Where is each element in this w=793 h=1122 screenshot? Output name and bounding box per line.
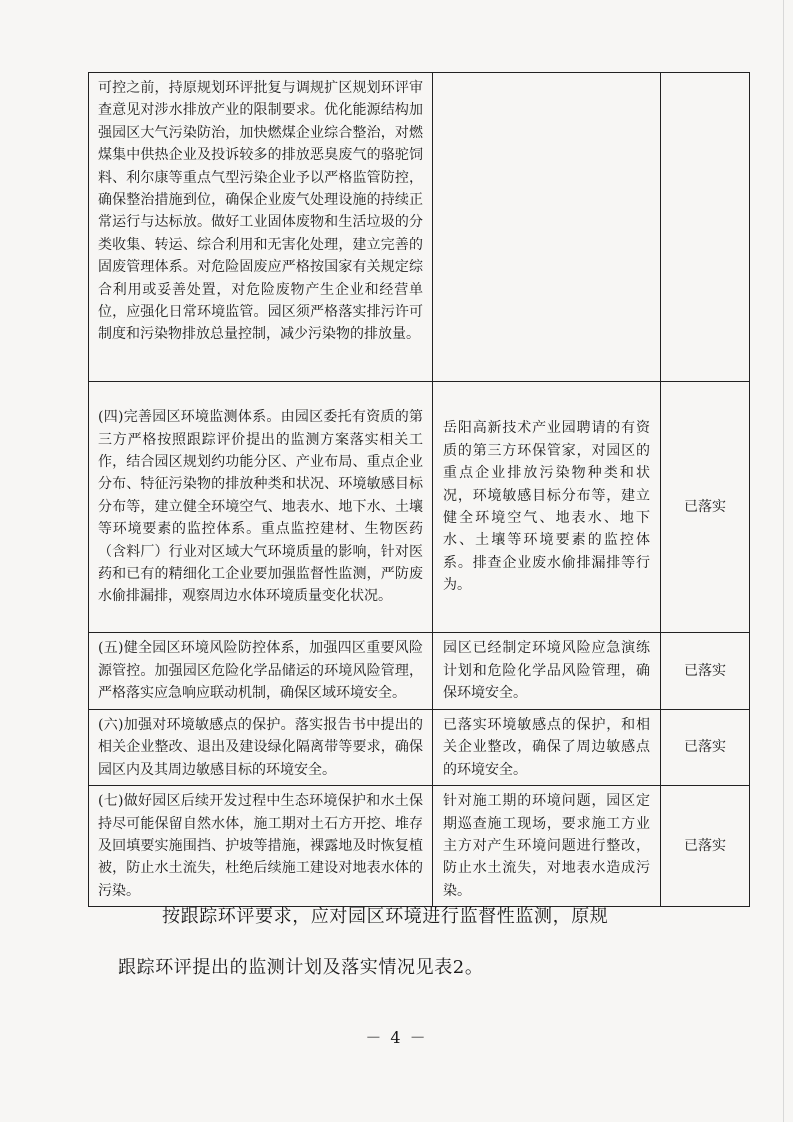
implementation-cell: 园区已经制定环境风险应急演练计划和危险化学品风险管理，确保环境安全。 (433, 633, 661, 710)
implementation-cell: 已落实环境敏感点的保护，和相关企业整改，确保了周边敏感点的环境安全。 (433, 710, 661, 786)
body-paragraph-line-2: 跟踪环评提出的监测计划及落实情况见表2。 (118, 957, 484, 978)
status-cell: 已落实 (661, 633, 750, 710)
requirement-cell: (五)健全园区环境风险防控体系，加强四区重要风险源管控。加强园区危险化学品储运的环境风险管理，严格落实应急响应联动机制，确保区域环境安全。 (89, 633, 433, 710)
requirement-cell: (六)加强对环境敏感点的保护。落实报告书中提出的相关企业整改、退出及建设绿化隔离带等要求，确保园区内及其周边敏感目标的环境安全。 (89, 710, 433, 786)
status-cell: 已落实 (661, 710, 750, 786)
implementation-cell: 岳阳高新技术产业园聘请的有资质的第三方环保管家，对园区的重点企业排放污染物种类和状况，环境敏感目标分布等，建立健全环境空气、地表水、地下水、土壤等环境要素的监控体系。排查企业废水偷排漏排等行为。 (433, 382, 661, 633)
implementation-cell: 针对施工期的环境问题，园区定期巡查施工现场，要求施工方业主方对产生环境问题进行整改，防止水土流失，对地表水造成污染。 (433, 786, 661, 907)
status-cell (661, 73, 750, 382)
status-cell: 已落实 (661, 382, 750, 633)
table-row (89, 382, 750, 633)
requirement-cell: (四)完善园区环境监测体系。由园区委托有资质的第三方严格按照跟踪评价提出的监测方案落实相关工作，结合园区规划约功能分区、产业布局、重点企业分布、特征污染物的排放种类和状况、环境敏感目标分布等，建立健全环境空气、地表水、地下水、土壤等环境要素的监控体系。重点监控建材、生物医药（含料厂）行业对区域大气环境质量的影响，针对医药和已有的精细化工企业要加强监督性监测，严防废水偷排漏排，观察周边水体环境质量变化状况。 (89, 382, 433, 633)
table-row (89, 786, 750, 907)
status-cell: 已落实 (661, 786, 750, 907)
requirements-table (88, 72, 750, 907)
requirement-cell: (七)做好园区后续开发过程中生态环境保护和水土保持尽可能保留自然水体，施工期对土石方开挖、堆存及回填要实施围挡、护坡等措施，裸露地及时恢复植被，防止水土流失，杜绝后续施工建设对地表水体的污染。 (89, 786, 433, 907)
table-row (89, 633, 750, 710)
table-row (89, 710, 750, 786)
body-paragraph-line-1: 按跟踪环评要求，应对园区环境进行监督性监测，原规 (162, 906, 609, 927)
requirement-cell: 可控之前，持原规划环评批复与调规扩区规划环评审查意见对涉水排放产业的限制要求。优化能源结构加强园区大气污染防治，加快燃煤企业综合整治，对燃煤集中供热企业及投诉较多的排放恶臭废气的骆驼饲料、利尔康等重点气型污染企业予以严格监管防控，确保整治措施到位，确保企业废气处理设施的持续正常运行与达标放。做好工业固体废物和生活垃圾的分类收集、转运、综合利用和无害化处理，建立完善的固废管理体系。对危险固废应严格按国家有关规定综合利用或妥善处置，对危险废物产生企业和经营单位，应强化日常环境监管。园区须严格落实排污许可制度和污染物排放总量控制，减少污染物的排放量。 (89, 73, 433, 382)
page-number: － 4 － (365, 1028, 428, 1047)
table-row (89, 73, 750, 382)
scan-edge-line (783, 0, 784, 1122)
implementation-cell (433, 73, 661, 382)
